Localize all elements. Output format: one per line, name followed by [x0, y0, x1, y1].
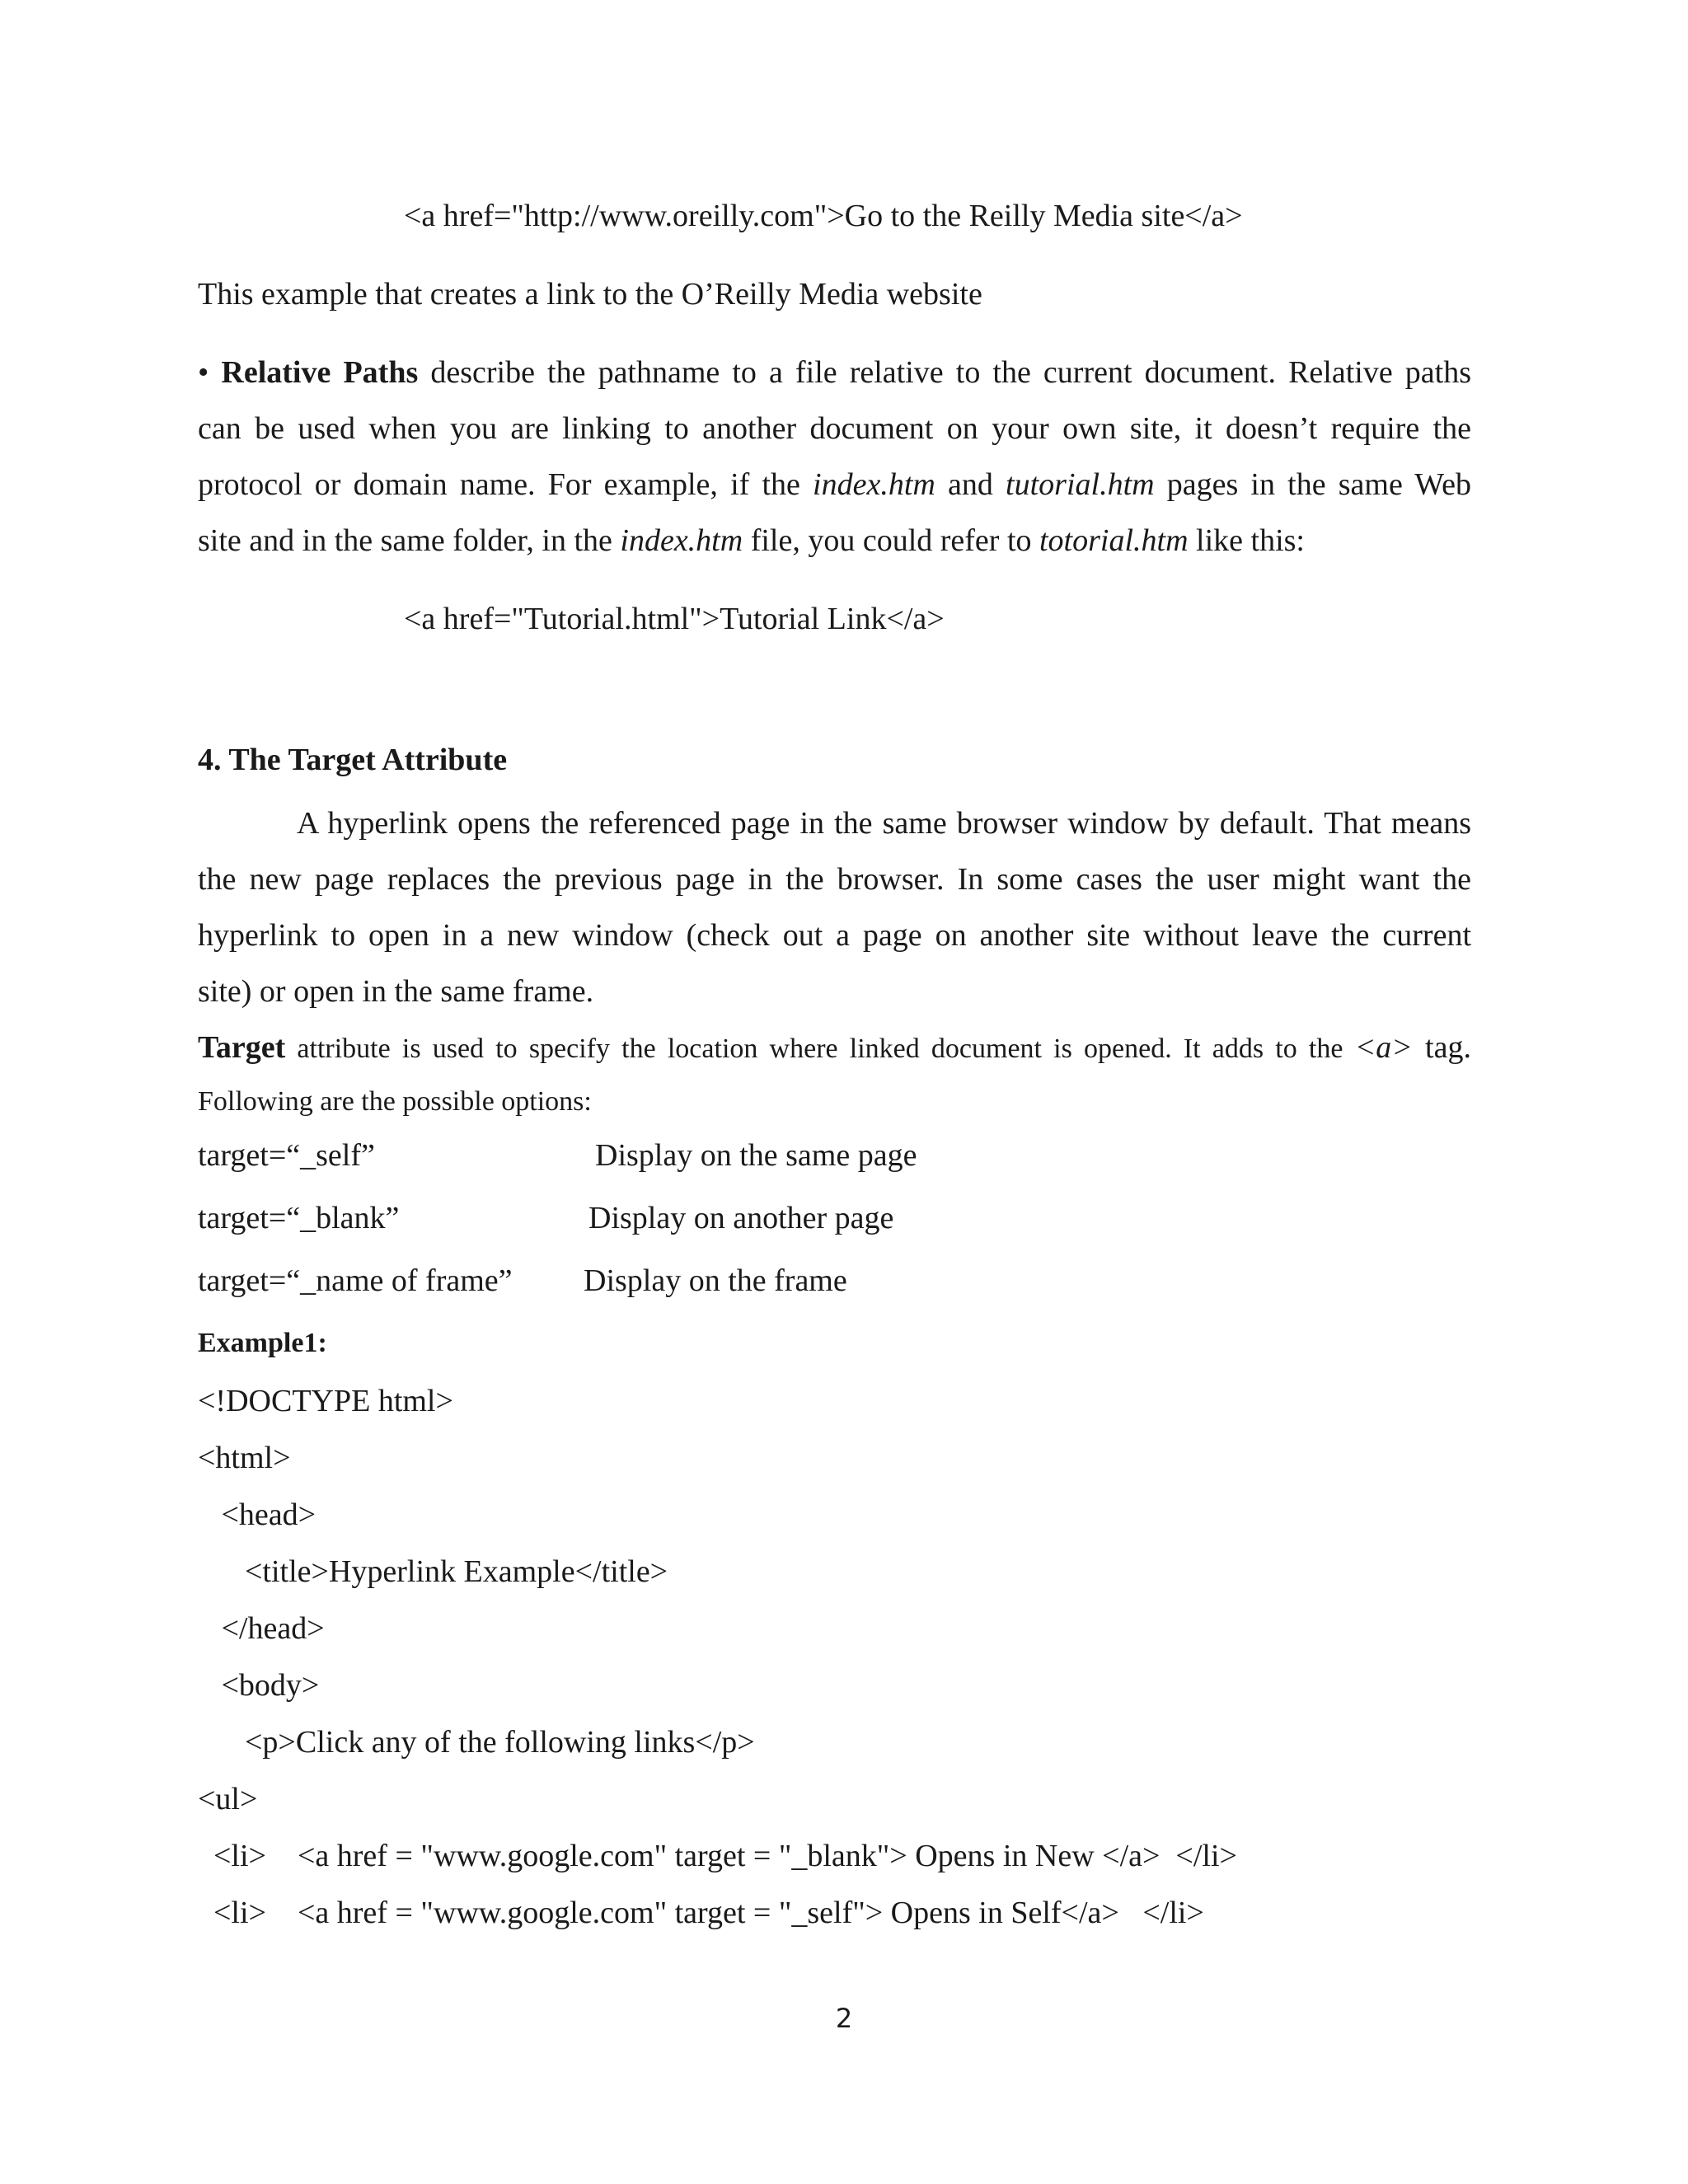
- section-heading: [198, 740, 507, 780]
- filename-index: index.htm: [620, 523, 743, 558]
- text-span: attribute is used to specify the location where linked document is opened. It adds to the: [285, 1033, 1355, 1064]
- target-para-line-4: site) or open in the same frame.: [198, 974, 594, 1009]
- target-definition-line-1: [198, 1028, 1471, 1069]
- text-span: protocol or domain name. For example, if the: [198, 467, 814, 502]
- code-example-relative: <a href="Tutorial.html">Tutorial Link</a>: [404, 602, 945, 636]
- filename-tutorial: tutorial.htm: [1006, 467, 1155, 502]
- text-span: file, you could refer to: [743, 523, 1039, 558]
- example-label: [198, 1324, 327, 1363]
- text-span: like this:: [1188, 523, 1305, 558]
- relative-paths-text: describe the pathname to a file relative to the current document. Relative paths: [418, 355, 1472, 390]
- code-line: <body>: [198, 1668, 320, 1703]
- relative-paths-line-1: [198, 353, 1471, 392]
- option-description: Display on the frame: [584, 1263, 847, 1298]
- target-para-line-3: hyperlink to open in a new window (check out a page on another site without leave the current: [198, 918, 1471, 953]
- example-label-text: Example1:: [198, 1328, 327, 1358]
- relative-paths-term: Relative Paths: [221, 355, 419, 390]
- example-description: This example that creates a link to the O’Reilly Media website: [198, 277, 982, 312]
- target-para-line-2: the new page replaces the previous page in the browser. In some cases the user might want the: [198, 862, 1471, 897]
- filename-index: index.htm: [813, 467, 935, 502]
- option-value: target=“_blank”: [198, 1201, 400, 1235]
- bullet: •: [198, 355, 222, 390]
- option-value: target=“_self”: [198, 1138, 375, 1173]
- option-description: Display on the same page: [595, 1138, 917, 1173]
- relative-paths-line-3: [198, 465, 1471, 504]
- code-line: <title>Hyperlink Example</title>: [198, 1554, 668, 1589]
- code-line: </head>: [198, 1611, 325, 1646]
- target-para-line-1: A hyperlink opens the referenced page in the same browser window by default. That means: [297, 806, 1471, 841]
- option-value: target=“_name of frame”: [198, 1263, 513, 1298]
- code-line: <ul>: [198, 1782, 258, 1816]
- page-number: 2: [835, 2003, 853, 2034]
- target-definition-line-2: Following are the possible options:: [198, 1086, 592, 1117]
- code-example-absolute: <a href="http://www.oreilly.com">Go to the Reilly Media site</a>: [404, 199, 1243, 233]
- code-line: <head>: [198, 1497, 316, 1532]
- section-heading-text: 4. The Target Attribute: [198, 743, 508, 777]
- option-description: Display on another page: [588, 1201, 894, 1235]
- code-line: <html>: [198, 1441, 291, 1475]
- text-span: and: [935, 467, 1006, 502]
- relative-paths-line-4: [198, 521, 1305, 560]
- text-span: pages in the same Web: [1154, 467, 1471, 502]
- code-line: <!DOCTYPE html>: [198, 1384, 453, 1418]
- filename-totorial: totorial.htm: [1039, 523, 1189, 558]
- code-line: <li> <a href = "www.google.com" target = "_blank"> Opens in New </a> </li>: [198, 1839, 1237, 1873]
- relative-paths-line-2: can be used when you are linking to another document on your own site, it doesn’t require the: [198, 411, 1471, 446]
- text-span: tag.: [1412, 1030, 1471, 1065]
- code-line: <p>Click any of the following links</p>: [198, 1725, 755, 1760]
- anchor-tag: <a>: [1354, 1030, 1413, 1065]
- target-term: Target: [198, 1030, 286, 1065]
- text-span: site and in the same folder, in the: [198, 523, 621, 558]
- code-line: <li> <a href = "www.google.com" target = "_self"> Opens in Self</a> </li>: [198, 1896, 1204, 1930]
